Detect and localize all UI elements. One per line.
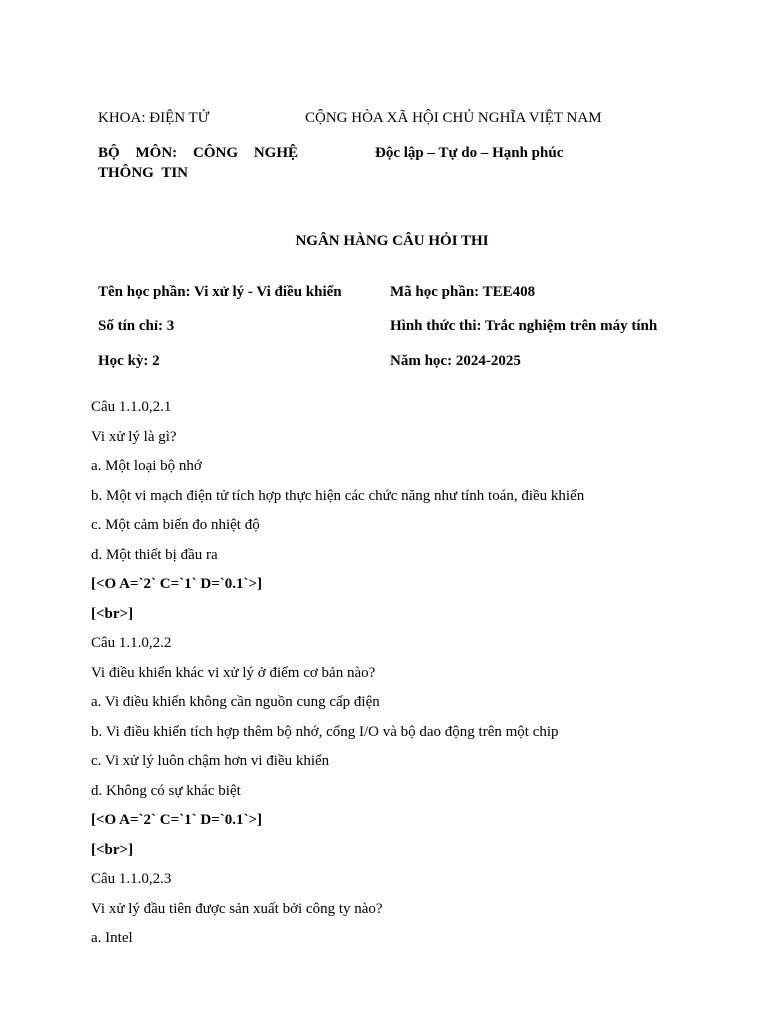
option-a: a. Intel — [91, 930, 133, 946]
option-a: a. Vi điều khiển không cần nguồn cung cấp điện — [91, 694, 380, 710]
option-d: d. Một thiết bị đầu ra — [91, 546, 218, 563]
option-d: d. Không có sự khác biệt — [91, 782, 241, 799]
academic-year: Năm học: 2024-2025 — [390, 353, 521, 369]
question-text: Vi điều khiển khác vi xử lý ở điểm cơ bản nào? — [91, 664, 376, 681]
question-id: Câu 1.1.0,2.1 — [91, 399, 172, 415]
question-config: [<O A=`2` C=`1` D=`0.1`>] — [91, 576, 263, 592]
question-separator: [<br>] — [91, 841, 134, 858]
option-c: c. Một cảm biến đo nhiệt độ — [91, 517, 260, 533]
option-b: b. Một vi mạch điện tử tích hợp thực hiện các chức năng như tính toán, điều khiển — [91, 487, 585, 504]
document-title: NGÂN HÀNG CÂU HỎI THI — [295, 233, 489, 249]
option-b: b. Vi điều khiển tích hợp thêm bộ nhớ, cổng I/O và bộ dao động trên một chip — [91, 723, 559, 740]
semester: Học kỳ: 2 — [98, 353, 160, 369]
question-text: Vi xử lý là gì? — [91, 428, 177, 445]
question-config: [<O A=`2` C=`1` D=`0.1`>] — [91, 812, 263, 828]
credits: Số tín chỉ: 3 — [98, 318, 175, 334]
country-title: CỘNG HÒA XÃ HỘI CHỦ NGHĨA VIỆT NAM — [305, 110, 602, 126]
course-name: Tên học phần: Vi xử lý - Vi điều khiển — [98, 284, 342, 300]
department-label: BỘ MÔN: CÔNG NGHỆ THÔNG TIN — [98, 145, 298, 181]
exam-format: Hình thức thi: Trắc nghiệm trên máy tính — [390, 318, 658, 334]
question-id: Câu 1.1.0,2.3 — [91, 871, 172, 887]
course-code: Mã học phần: TEE408 — [390, 284, 536, 300]
option-a: a. Một loại bộ nhớ — [91, 458, 202, 474]
option-c: c. Vi xử lý luôn chậm hơn vi điều khiển — [91, 753, 330, 769]
question-id: Câu 1.1.0,2.2 — [91, 635, 172, 651]
question-text: Vi xử lý đầu tiên được sản xuất bởi công ty nào? — [91, 900, 383, 917]
question-list — [91, 397, 731, 958]
question-separator: [<br>] — [91, 605, 134, 622]
faculty-label: KHOA: ĐIỆN TỬ — [98, 110, 210, 126]
motto: Độc lập – Tự do – Hạnh phúc — [375, 145, 564, 161]
